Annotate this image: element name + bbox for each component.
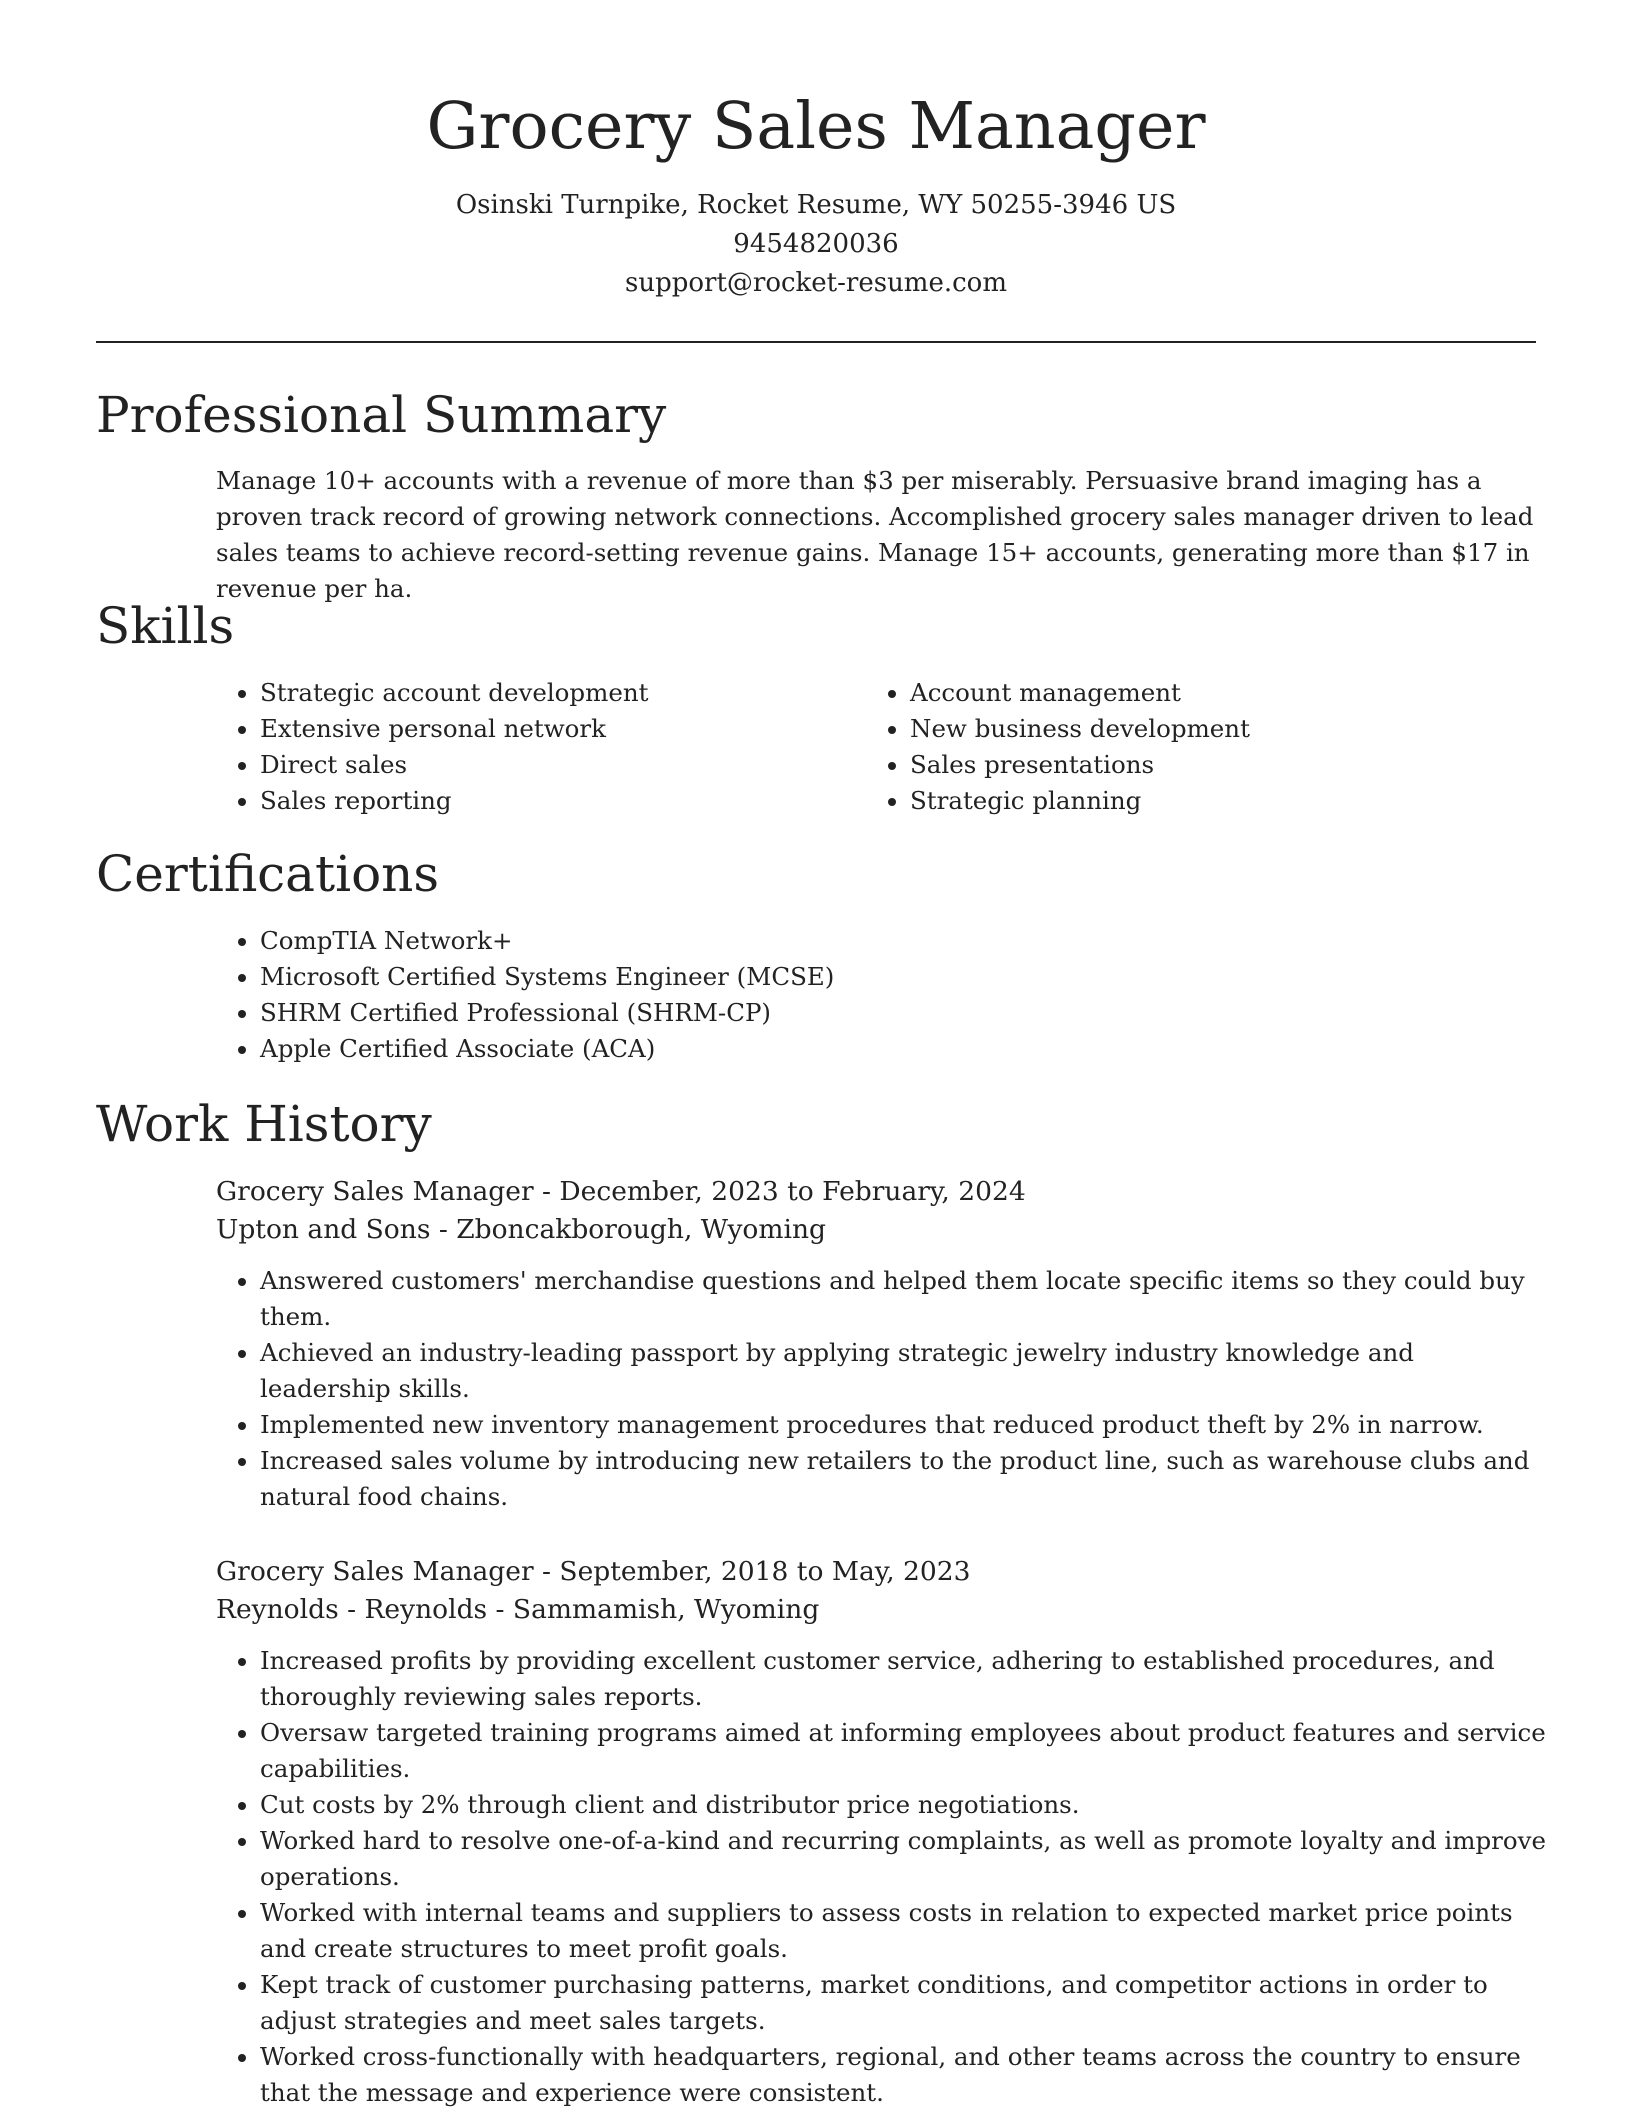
- contact-email: support@rocket-resume.com: [624, 268, 1007, 298]
- job-bullet: • Oversaw targeted training programs aimed at informing employees about product features and service capabilities.: [260, 1715, 1546, 1787]
- skill-item: • Extensive personal network: [260, 711, 880, 747]
- job-bullet: • Implemented new inventory management procedures that reduced product theft by 2% in narrow.: [260, 1407, 1546, 1443]
- certification-item: • Apple Certified Associate (ACA): [260, 1031, 1560, 1067]
- job-entry: [216, 1173, 1546, 1515]
- work-history-heading: Work History: [96, 1095, 432, 1153]
- skills-heading: Skills: [96, 597, 235, 655]
- certifications-list: [216, 923, 1560, 1067]
- skill-item: • Sales presentations: [910, 747, 1530, 783]
- job-bullet: • Achieved an industry-leading passport by applying strategic jewelry industry knowledge and leadership skills.: [260, 1335, 1546, 1407]
- job-bullet: • Increased sales volume by introducing new retailers to the product line, such as warehouse clubs and natural food chains.: [260, 1443, 1546, 1515]
- certification-item: • SHRM Certified Professional (SHRM-CP): [260, 995, 1560, 1031]
- job-bullet: • Kept track of customer purchasing patterns, market conditions, and competitor actions in order to adjust strategies and meet sales targets.: [260, 1967, 1546, 2039]
- contact-address: Osinski Turnpike, Rocket Resume, WY 50255-3946 US: [455, 190, 1177, 220]
- summary-heading: Professional Summary: [96, 386, 667, 444]
- job-bullet: • Answered customers' merchandise questions and helped them locate specific items so they could buy them.: [260, 1263, 1546, 1335]
- certification-item: • Microsoft Certified Systems Engineer (MCSE): [260, 959, 1560, 995]
- job-title-line: Grocery Sales Manager - September, 2018 to May, 2023: [216, 1556, 971, 1587]
- job-company-line: Upton and Sons - Zboncakborough, Wyoming: [216, 1214, 827, 1245]
- summary-text: Manage 10+ accounts with a revenue of more than $3 per miserably. Persuasive brand imaging has a proven track record of growing network connections. Accomplished grocery sales manager driven to lead sales teams to achieve record-setting revenue gains. Manage 15+ accounts, generating more than $17 in revenue per ha.: [216, 466, 1534, 603]
- skill-item: • Strategic account development: [260, 675, 880, 711]
- job-title-line: Grocery Sales Manager - December, 2023 to February, 2024: [216, 1176, 1026, 1207]
- skill-item: • New business development: [910, 711, 1530, 747]
- job-bullets: [216, 1263, 1546, 1515]
- job-company-line: Reynolds - Reynolds - Sammamish, Wyoming: [216, 1594, 820, 1625]
- job-bullets: [216, 1643, 1546, 2111]
- skill-item: • Account management: [910, 675, 1530, 711]
- skills-list-right: [866, 675, 1530, 819]
- header-divider: [96, 341, 1536, 343]
- skill-item: • Strategic planning: [910, 783, 1530, 819]
- job-bullet: • Worked cross-functionally with headquarters, regional, and other teams across the country to ensure that the message and experience were consistent.: [260, 2039, 1546, 2111]
- job-entry: [216, 1553, 1546, 2111]
- skills-list-left: [216, 675, 880, 819]
- certification-item: • CompTIA Network+: [260, 923, 1560, 959]
- job-bullet: • Worked hard to resolve one-of-a-kind and recurring complaints, as well as promote loyalty and improve operations.: [260, 1823, 1546, 1895]
- job-bullet: • Cut costs by 2% through client and distributor price negotiations.: [260, 1787, 1546, 1823]
- job-bullet: • Worked with internal teams and suppliers to assess costs in relation to expected market price points and create structures to meet profit goals.: [260, 1895, 1546, 1967]
- skill-item: • Sales reporting: [260, 783, 880, 819]
- resume-header: [96, 82, 1536, 303]
- certifications-heading: Certifications: [96, 845, 440, 903]
- contact-phone: 9454820036: [733, 229, 899, 259]
- candidate-name: Grocery Sales Manager: [426, 89, 1206, 164]
- skill-item: • Direct sales: [260, 747, 880, 783]
- job-bullet: • Increased profits by providing excellent customer service, adhering to established procedures, and thoroughly reviewing sales reports.: [260, 1643, 1546, 1715]
